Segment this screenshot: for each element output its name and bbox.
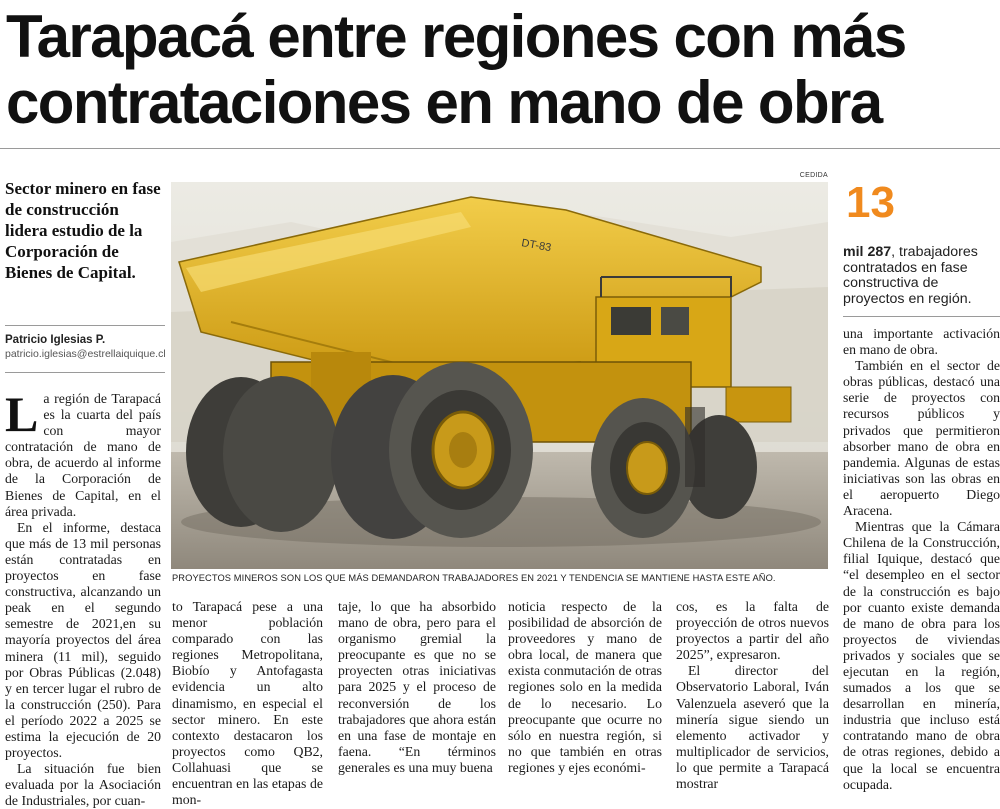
byline-rule [5, 372, 165, 373]
truck-unit-number: DT-83 [520, 237, 553, 255]
paragraph-text: a región de Tarapacá es la cuarta del país con mayor contratación de mano de obra, de acuerdo al informe de la Corporación de Bienes de Capital, en el área privada. [5, 391, 161, 519]
article-paragraph: La situación fue bien evaluada por la Asociación de Industriales, por cuan- [5, 761, 161, 809]
factbox-number: 13 [846, 178, 895, 227]
article-paragraph: noticia respecto de la posibilidad de absorción de proveedores y mano de obra local, de manera que exista conmutación de otras regiones solo en la medida de lo necesario. Lo preocupante que ocurre no sólo en nuestra región, si no que también en otras regiones y ejes económi- [508, 599, 662, 775]
photo-credit: CEDIDA [799, 172, 828, 179]
factbox-rest: , trabajadores contratados en fase constructiva de proyectos en región. [843, 244, 978, 307]
drop-cap: L [5, 386, 39, 442]
headline-line-1: Tarapacá entre regiones con más [6, 3, 906, 70]
author-email: patricio.iglesias@estrellaiquique.cl [5, 348, 166, 360]
factbox-text [843, 245, 1000, 307]
mining-truck-photo [171, 182, 828, 569]
article-column-2 [172, 599, 323, 808]
headline [6, 4, 996, 136]
deck-rule [5, 325, 165, 326]
article-paragraph: También en el sector de obras públicas, destacó una serie de proyectos con recursos públicos y privados que permitieron absorber mano de obra en pandemia. Algunas de estas iniciativas son las obras en el aeropuerto Diego Aracena. [843, 358, 1000, 519]
headline-line-2: contrataciones en mano de obra [6, 69, 882, 136]
article-paragraph: una importante activación en mano de obra. [843, 326, 1000, 358]
article-paragraph: taje, lo que ha absorbido mano de obra, pero para el organismo gremial la preocupante es que no se proyecten otras iniciativas para 2025 y el proceso de reconversión de los trabajadores que ahora están en una fase de montaje en faena. “En términos generales es una muy buena [338, 599, 496, 775]
article-paragraph [5, 386, 161, 520]
article-paragraph: El director del Observatorio Laboral, Iván Valenzuela aseveró que la minería sigue siendo un elemento activador y multiplicador de servicios, lo que permite a Tarapacá mostrar [676, 663, 829, 792]
article-column-4 [508, 599, 662, 776]
article-paragraph: Mientras que la Cámara Chilena de la Construcción, filial Iquique, destacó que “el desempleo en el sector de la construcción es bajo por cuanto existe demanda de mano de obra para los proyectos de viviendas privados y sociales que se ejecutan en la región, sumados a los que se desarrollan en minería, industria que incluso está contratando mano de obra de otras regiones, debido a que la local se encuentra ocupada. [843, 519, 1000, 792]
factbox-bold: mil 287 [843, 244, 892, 260]
photo-caption: PROYECTOS MINEROS SON LOS QUE MÁS DEMANDARON TRABAJADORES EN 2021 Y TENDENCIA SE MANTIENE HASTA ESTE AÑO. [172, 573, 776, 583]
factbox-rule [843, 316, 1000, 317]
article-column-3 [338, 599, 496, 776]
deck-subheading: Sector minero en fase de construcción lidera estudio de la Corporación de Bienes de Capital. [5, 179, 161, 282]
article-column-1 [5, 386, 161, 809]
article-column-5 [676, 599, 829, 792]
article-paragraph: cos, es la falta de proyección de otros nuevos proyectos a partir del año 2025”, expresaron. [676, 599, 829, 663]
author-name: Patricio Iglesias P. [5, 334, 106, 346]
article-paragraph: En el informe, destaca que más de 13 mil personas están contratadas en proyectos en fase constructiva, alcanzando un peak en el segundo semestre de 2021,en su mayoría proyectos del área minera (11 mil), seguido por Obras Públicas (2.048) y en tercer lugar el rubro de la construcción (250). Para el período 2022 a 2025 se estima la ejecución de 20 proyectos. [5, 519, 161, 761]
headline-rule [0, 148, 1000, 149]
article-paragraph: to Tarapacá pese a una menor población comparado con las regiones Metropolitana, Biobío y Antofagasta evidencia un alto dinamismo, en especial el sector minero. En este contexto destacaron los proyectos como QB2, Collahuasi que se encuentran en las etapas de mon- [172, 599, 323, 808]
article-column-6 [843, 326, 1000, 793]
